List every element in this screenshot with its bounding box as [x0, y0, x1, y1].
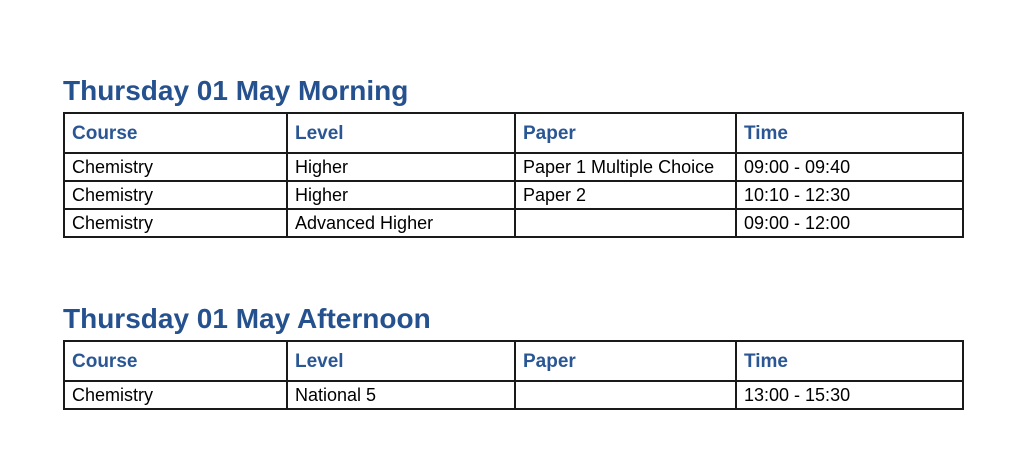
- cell-paper: [515, 381, 736, 409]
- column-header-paper: Paper: [515, 113, 736, 153]
- column-header-time: Time: [736, 341, 963, 381]
- document-page: [63, 76, 962, 410]
- cell-paper: [515, 209, 736, 237]
- section-heading-morning: Thursday 01 May Morning: [63, 75, 409, 106]
- table-header-row: [64, 113, 963, 153]
- cell-level: Higher: [287, 181, 515, 209]
- cell-time: 09:00 - 09:40: [736, 153, 963, 181]
- column-header-time: Time: [736, 113, 963, 153]
- cell-paper: Paper 1 Multiple Choice: [515, 153, 736, 181]
- cell-level: National 5: [287, 381, 515, 409]
- morning-exam-table: [63, 112, 964, 238]
- cell-time: 10:10 - 12:30: [736, 181, 963, 209]
- column-header-course: Course: [64, 341, 287, 381]
- table-row: [64, 209, 963, 237]
- table-header-row: [64, 341, 963, 381]
- table-row: [64, 381, 963, 409]
- section-heading-afternoon: Thursday 01 May Afternoon: [63, 303, 431, 334]
- cell-paper: Paper 2: [515, 181, 736, 209]
- cell-course: Chemistry: [64, 181, 287, 209]
- afternoon-exam-table: [63, 340, 964, 410]
- cell-course: Chemistry: [64, 153, 287, 181]
- cell-level: Higher: [287, 153, 515, 181]
- cell-level: Advanced Higher: [287, 209, 515, 237]
- cell-course: Chemistry: [64, 209, 287, 237]
- table-row: [64, 181, 963, 209]
- column-header-course: Course: [64, 113, 287, 153]
- table-row: [64, 153, 963, 181]
- cell-time: 09:00 - 12:00: [736, 209, 963, 237]
- column-header-level: Level: [287, 341, 515, 381]
- cell-course: Chemistry: [64, 381, 287, 409]
- column-header-paper: Paper: [515, 341, 736, 381]
- column-header-level: Level: [287, 113, 515, 153]
- cell-time: 13:00 - 15:30: [736, 381, 963, 409]
